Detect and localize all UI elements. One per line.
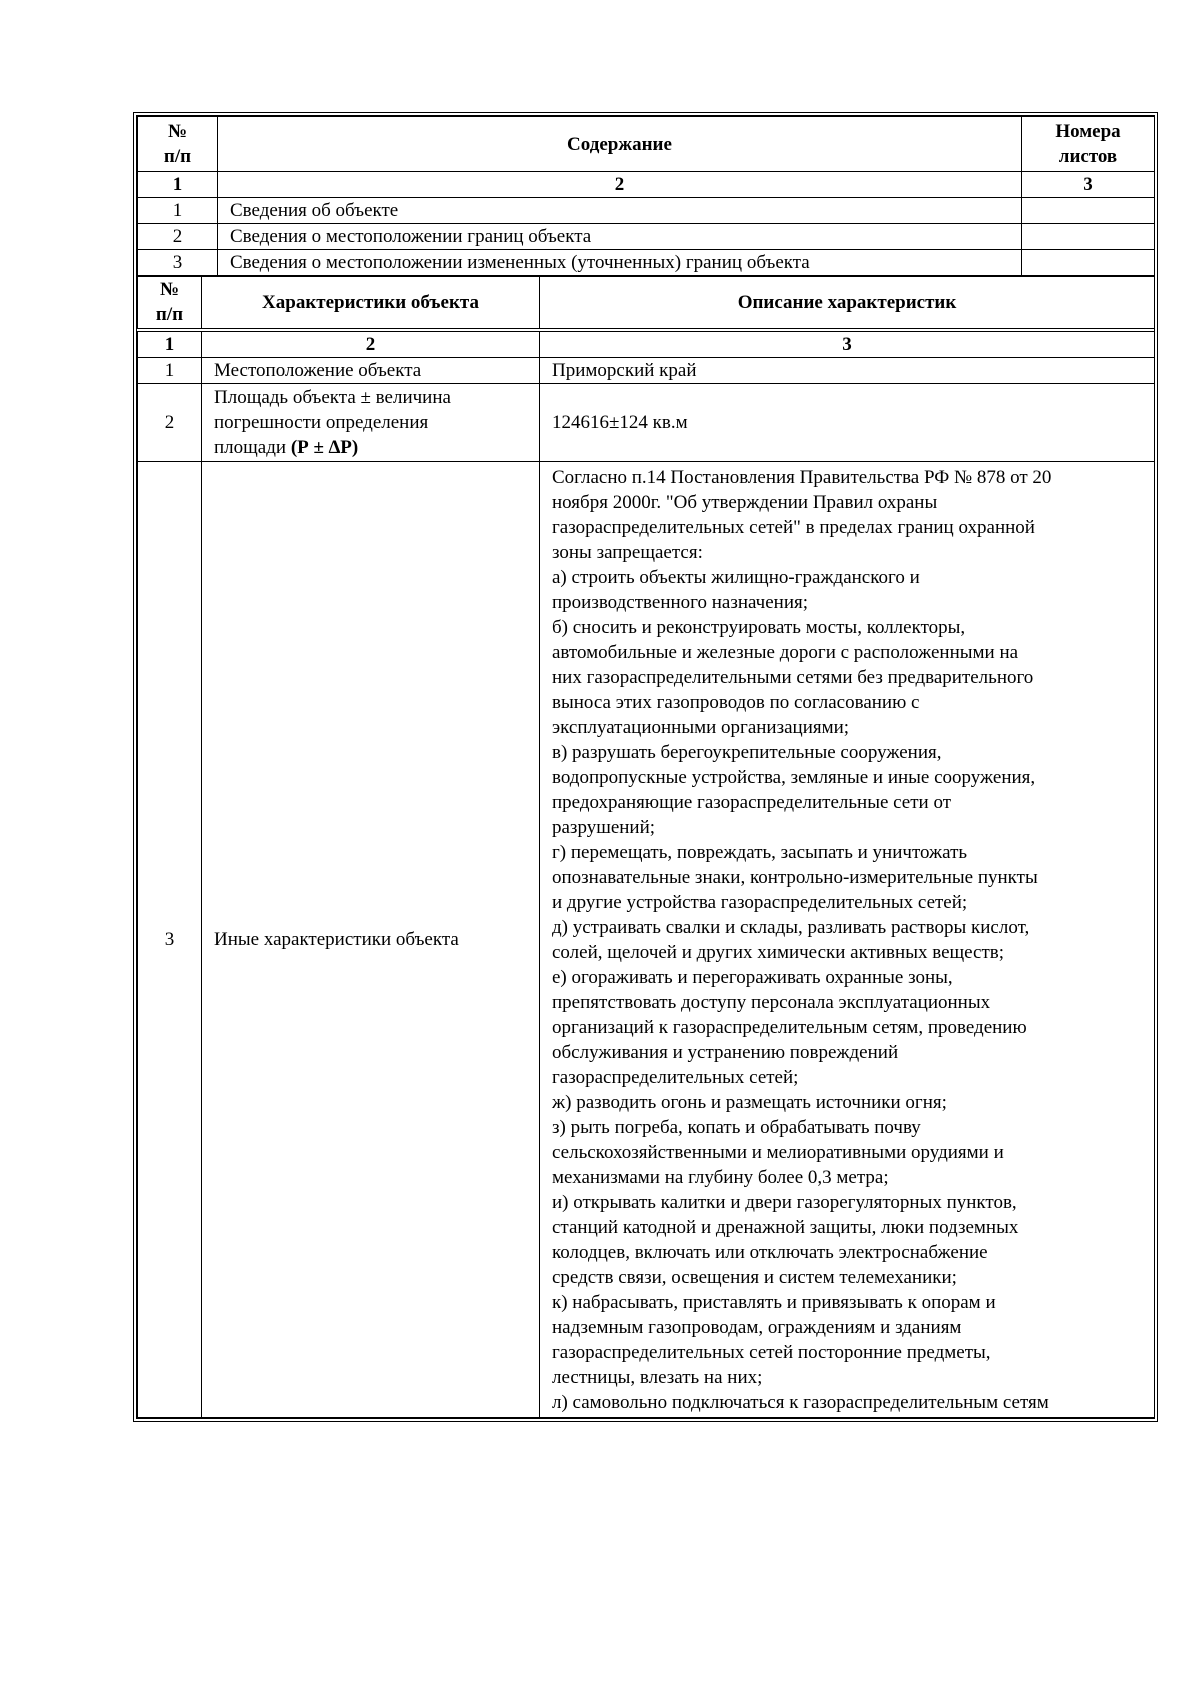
characteristics-table [137,276,1155,1418]
row-text: Сведения о местоположении границ объекта [218,224,1022,250]
desc-line: ноября 2000г. "Об утверждении Правил охраны [552,491,938,513]
desc-line: в) разрушать берегоукрепительные сооружения, [552,741,942,763]
desc-line: зоны запрещается: [552,541,703,563]
desc-line: производственного назначения; [552,591,809,613]
colnum-3: 3 [1022,172,1155,198]
colnum-3: 3 [540,330,1155,358]
desc-line: эксплуатационными организациями; [552,716,850,738]
row-num: 2 [138,383,202,461]
row-sheets [1022,250,1155,276]
row-text: Сведения об объекте [218,198,1022,224]
row-num: 1 [138,357,202,383]
desc-line: з) рыть погреба, копать и обрабатывать почву [552,1116,921,1138]
desc-line: д) устраивать свалки и склады, разливать растворы кислот, [552,916,1030,938]
colnum-1: 1 [138,172,218,198]
row-num: 1 [138,198,218,224]
row-num: 3 [138,250,218,276]
desc-line: водопропускные устройства, земляные и иные сооружения, [552,766,1036,788]
desc-line: л) самовольно подключаться к газораспределительным сетям [552,1391,1049,1413]
desc-line: газораспределительных сетей посторонние предметы, [552,1341,991,1363]
contents-header-num: № п/п [138,117,218,172]
desc-line: ж) разводить огонь и размещать источники огня; [552,1091,947,1113]
desc-line: к) набрасывать, приставлять и привязывать к опорам и [552,1291,996,1313]
desc-line: солей, щелочей и других химически активных веществ; [552,941,1005,963]
desc-line: газораспределительных сетей; [552,1066,799,1088]
desc-line: а) строить объекты жилищно-гражданского и [552,566,920,588]
row-text: Сведения о местоположении измененных (уточненных) границ объекта [218,250,1022,276]
char-header-num: № п/п [138,277,202,330]
desc-line: опознавательные знаки, контрольно-измерительные пункты [552,866,1038,888]
table-row [138,357,1155,383]
desc-line: лестницы, влезать на них; [552,1366,763,1388]
row-num: 2 [138,224,218,250]
colnum-1: 1 [138,330,202,358]
desc-line: разрушений; [552,816,656,838]
row-sheets [1022,198,1155,224]
desc-line: надземным газопроводам, ограждениям и зданиям [552,1316,962,1338]
row-desc [540,461,1155,1417]
row-name [202,383,540,461]
row-name: Иные характеристики объекта [202,461,540,1417]
contents-colnum-row [138,172,1155,198]
desc-line: обслуживания и устранению повреждений [552,1041,899,1063]
table-row [138,198,1155,224]
name-line: погрешности определения [214,411,429,433]
row-desc: 124616±124 кв.м [540,383,1155,461]
desc-line: станций катодной и дренажной защиты, люки подземных [552,1216,1019,1238]
colnum-2: 2 [218,172,1022,198]
desc-line: них газораспределительными сетями без предварительного [552,666,1034,688]
desc-line: автомобильные и железные дороги с расположенными на [552,641,1019,663]
desc-line: колодцев, включать или отключать электроснабжение [552,1241,988,1263]
desc-line: газораспределительных сетей" в пределах границ охранной [552,516,1035,538]
desc-line: е) огораживать и перегораживать охранные зоны, [552,966,953,988]
document-frame [136,115,1155,1419]
name-line: Площадь объекта ± величина [214,386,451,408]
desc-line: Согласно п.14 Постановления Правительства РФ № 878 от 20 [552,466,1052,488]
desc-line: выноса этих газопроводов по согласованию с [552,691,920,713]
desc-line: сельскохозяйственными и мелиоративными орудиями и [552,1141,1004,1163]
contents-header-content: Содержание [218,117,1022,172]
desc-line: г) перемещать, повреждать, засыпать и уничтожать [552,841,968,863]
char-colnum-row [138,330,1155,358]
table-row [138,224,1155,250]
char-header-desc: Описание характеристик [540,277,1155,330]
desc-line: б) сносить и реконструировать мосты, коллекторы, [552,616,966,638]
formula: (Р ± ∆Р) [290,436,359,458]
table-row [138,383,1155,461]
desc-line: механизмами на глубину более 0,3 метра; [552,1166,889,1188]
row-num: 3 [138,461,202,1417]
name-line: площади (Р ± ∆Р) [214,436,359,458]
table-row [138,461,1155,1417]
desc-line: организаций к газораспределительным сетям, проведению [552,1016,1027,1038]
desc-line: и другие устройства газораспределительных сетей; [552,891,968,913]
table-row [138,250,1155,276]
desc-line: предохраняющие газораспределительные сети от [552,791,952,813]
desc-line: средств связи, освещения и систем телемеханики; [552,1266,957,1288]
contents-table [137,116,1155,276]
desc-line: препятствовать доступу персонала эксплуатационных [552,991,991,1013]
char-header-name: Характеристики объекта [202,277,540,330]
contents-header-sheets: Номера листов [1022,117,1155,172]
desc-line: и) открывать калитки и двери газорегуляторных пунктов, [552,1191,1017,1213]
colnum-2: 2 [202,330,540,358]
row-name: Местоположение объекта [202,357,540,383]
row-desc: Приморский край [540,357,1155,383]
row-sheets [1022,224,1155,250]
